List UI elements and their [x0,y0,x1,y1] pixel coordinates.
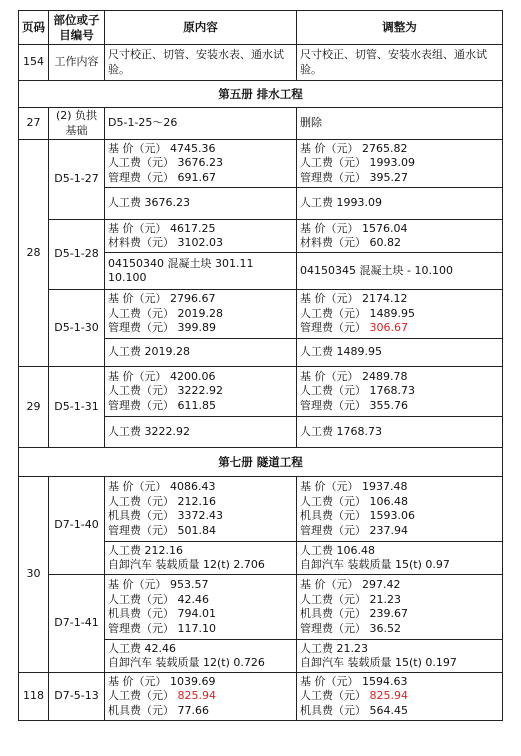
section-title: 第七册 隧道工程 [19,448,503,477]
code-cell: D7-1-40 [49,477,105,575]
original-cell [105,673,297,721]
original-line: 人工费 212.16 [108,543,183,557]
highlighted-value: 825.94 [177,689,216,703]
adjusted-line [300,321,499,336]
table-row [19,367,503,417]
original-line: 04150340 混凝土块 301.11 [108,256,254,270]
adjusted-line: 人工费 106.48 [300,543,375,557]
adjusted-cell [297,477,503,542]
adjusted-line: 管理费（元） 355.76 [300,398,408,412]
original-cell [105,477,297,542]
adjusted-cell [297,290,503,339]
adjusted-line: 自卸汽车 装载质量 15(t) 0.197 [300,656,457,669]
section-row [19,81,503,108]
original-cell [105,640,297,673]
adjusted-cell [297,575,503,640]
adjusted-line: 基 价（元） 2174.12 [300,292,408,306]
header-original: 原内容 [105,11,297,45]
original-cell [105,290,297,339]
adjusted-line: 自卸汽车 装载质量 15(t) 0.97 [300,558,450,571]
adjusted-label: 人工费（元） [300,689,370,703]
original-line: 自卸汽车 装载质量 12(t) 0.726 [108,656,265,669]
original-cell [105,575,297,640]
adjusted-line: 人工费（元） 1489.95 [300,306,415,320]
adjusted-line: 管理费（元） 36.52 [300,621,401,635]
original-line: 管理费（元） 501.84 [108,523,216,537]
adjusted-line: 人工费（元） 1768.73 [300,384,415,398]
original-line: 人工费（元） 2019.28 [108,306,223,320]
highlighted-value: 825.94 [369,689,408,703]
adjusted-cell [297,542,503,575]
code-cell: 工作内容 [49,45,105,81]
adjusted-line: 人工费（元） 21.23 [300,592,401,606]
adjusted-cell [297,640,503,673]
table-row [19,220,503,253]
adjusted-line: 管理费（元） 237.94 [300,523,408,537]
original-line: 管理费（元） 691.67 [108,170,216,184]
original-line: 人工费（元） 42.46 [108,592,209,606]
code-cell: D5-1-27 [49,140,105,220]
original-line: 人工费（元） 3676.23 [108,156,223,170]
section-row [19,448,503,477]
adjusted-cell: 人工费 1993.09 [297,188,503,220]
original-line: 机具费（元） 3372.43 [108,509,223,522]
adjusted-cell: 尺寸校正、切管、安装水表组、通水试验。 [297,45,503,81]
original-cell: 人工费 3222.92 [105,417,297,448]
adjusted-line: 人工费 21.23 [300,641,368,655]
page-cell: 30 [19,477,49,673]
table-row [19,140,503,188]
original-line: 管理费（元） 611.85 [108,398,216,412]
original-line: 基 价（元） 4200.06 [108,369,216,383]
original-line: 管理费（元） 117.10 [108,621,216,635]
adjusted-line: 机具费（元） 1593.06 [300,509,415,522]
page-cell: 118 [19,673,49,721]
original-line: 基 价（元） 2796.67 [108,292,216,306]
page-cell: 27 [19,108,49,140]
adjusted-line: 人工费（元） 106.48 [300,494,408,508]
table-row [19,108,503,140]
code-cell: D7-1-41 [49,575,105,673]
adjusted-line: 基 价（元） 2489.78 [300,369,408,383]
original-line: 基 价（元） 1039.69 [108,674,216,688]
header-page: 页码 [19,11,49,45]
adjusted-cell [297,367,503,417]
adjusted-cell [297,220,503,253]
adjusted-cell: 04150345 混凝土块 - 10.100 [297,253,503,290]
original-line: 机具费（元） 77.66 [108,703,209,717]
original-line [108,689,293,704]
original-cell [105,542,297,575]
original-line: 基 价（元） 953.57 [108,578,209,591]
adjusted-cell [297,140,503,188]
original-label: 人工费（元） [108,689,178,703]
page-cell: 154 [19,45,49,81]
adjusted-line: 机具费（元） 239.67 [300,607,408,620]
original-line: 人工费（元） 212.16 [108,494,216,508]
adjusted-line: 材料费（元） 60.82 [300,236,401,249]
original-line: 机具费（元） 794.01 [108,607,216,620]
code-cell: D5-1-28 [49,220,105,290]
original-line: 人工费 42.46 [108,641,176,655]
adjusted-cell: 人工费 1768.73 [297,417,503,448]
original-line: 人工费（元） 3222.92 [108,384,223,398]
section-title: 第五册 排水工程 [19,81,503,108]
adjusted-line: 基 价（元） 2765.82 [300,141,408,155]
header-adjusted: 调整为 [297,11,503,45]
adjusted-line: 管理费（元） 395.27 [300,170,408,184]
original-line: 材料费（元） 3102.03 [108,236,223,249]
table-row [19,45,503,81]
original-cell [105,253,297,290]
original-cell: 人工费 2019.28 [105,339,297,367]
adjusted-line: 基 价（元） 1576.04 [300,221,408,235]
header-code: 部位或子目编号 [49,11,105,45]
adjusted-line: 人工费（元） 1993.09 [300,156,415,170]
adjusted-cell [297,673,503,721]
table-row [19,477,503,542]
original-cell: 人工费 3676.23 [105,188,297,220]
highlighted-value: 306.67 [369,321,408,335]
original-line: 基 价（元） 4617.25 [108,221,216,235]
original-line: 自卸汽车 装载质量 12(t) 2.706 [108,558,265,571]
code-cell: D7-5-13 [49,673,105,721]
original-line: 管理费（元） 399.89 [108,321,216,335]
adjusted-line: 基 价（元） 1594.63 [300,674,408,688]
original-cell: 尺寸校正、切管、安装水表、通水试验。 [105,45,297,81]
adjustment-table [18,10,503,721]
original-line: 10.100 [108,271,147,284]
page-cell: 28 [19,140,49,367]
table-row [19,673,503,721]
page-cell: 29 [19,367,49,448]
table-row [19,290,503,339]
original-line: 基 价（元） 4086.43 [108,480,216,493]
adjusted-line: 基 价（元） 297.42 [300,578,401,591]
original-cell [105,220,297,253]
adjusted-cell: 删除 [297,108,503,140]
adjusted-line: 基 价（元） 1937.48 [300,480,408,493]
adjusted-line [300,689,499,704]
original-cell: D5-1-25～26 [105,108,297,140]
adjusted-line: 机具费（元） 564.45 [300,703,408,717]
code-cell: D5-1-30 [49,290,105,367]
code-cell: D5-1-31 [49,367,105,448]
header-row [19,11,503,45]
original-cell [105,140,297,188]
table-row [19,575,503,640]
adjusted-label: 管理费（元） [300,321,370,335]
code-cell: (2) 负拱基础 [49,108,105,140]
adjusted-cell: 人工费 1489.95 [297,339,503,367]
original-line: 基 价（元） 4745.36 [108,141,216,155]
original-cell [105,367,297,417]
